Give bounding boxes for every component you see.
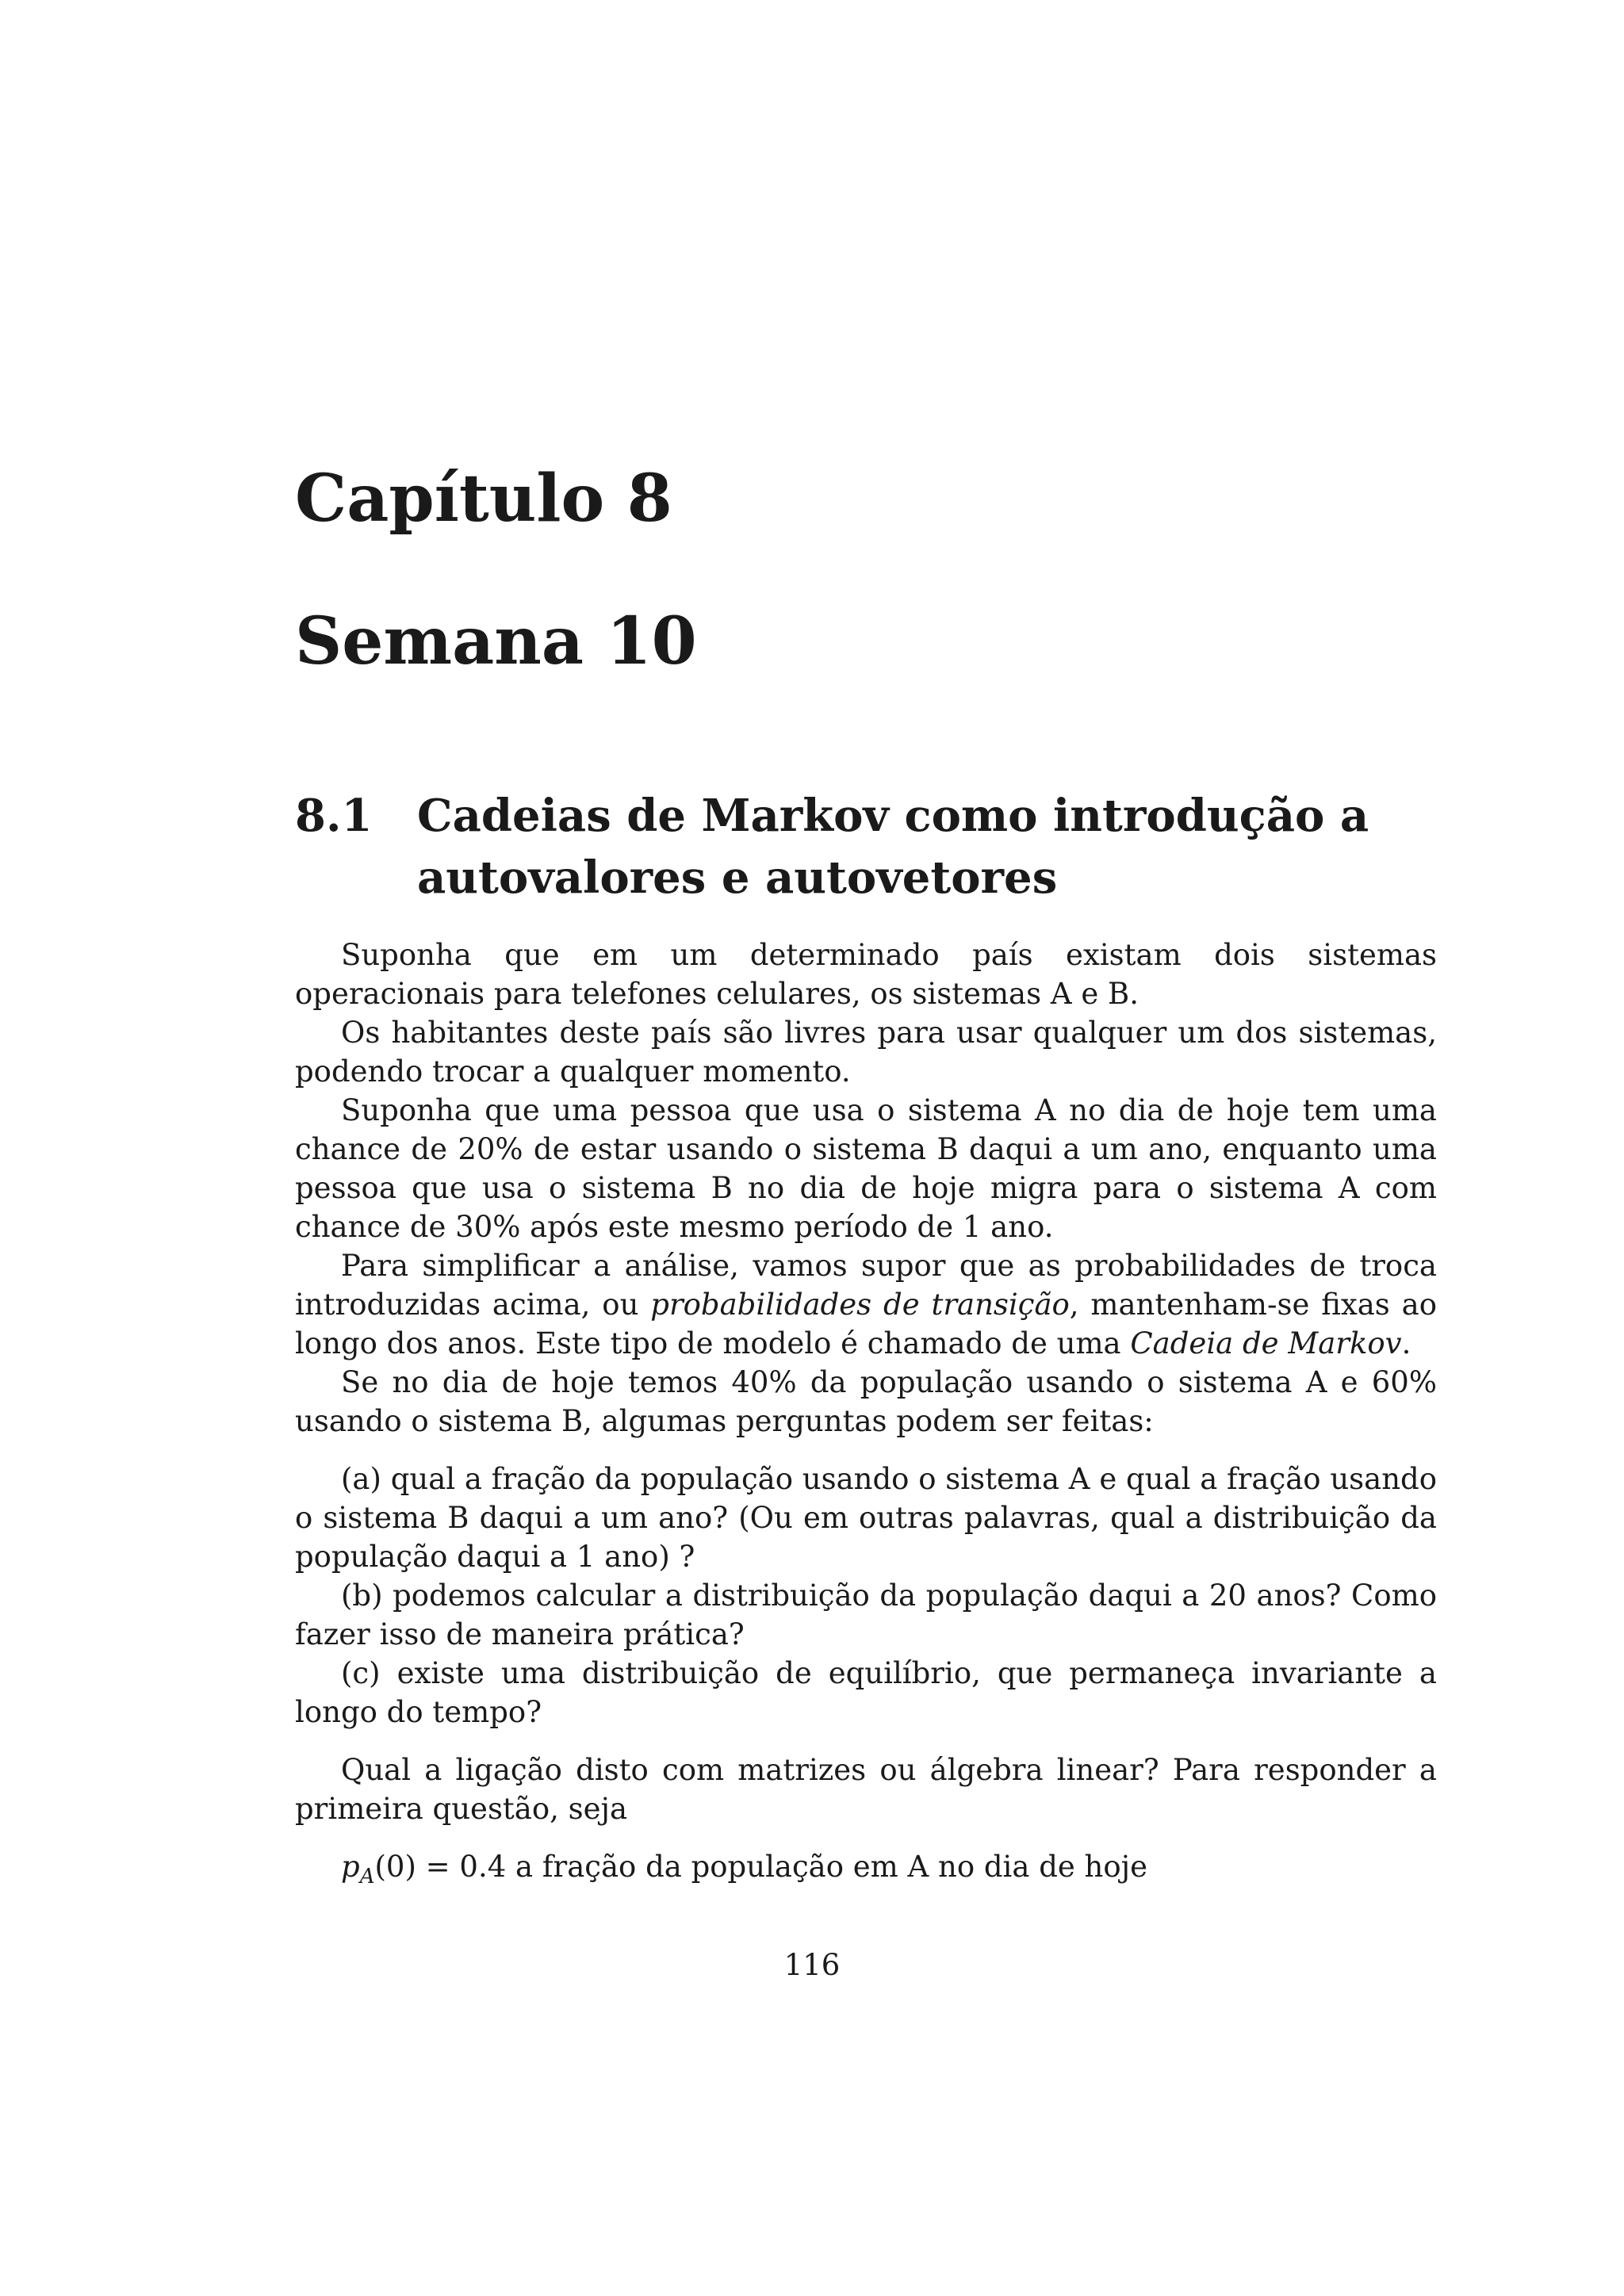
paragraph-text: Para simplificar a análise, vamos supor que as probabilidades de troca introduzidas acima, ou	[295, 1249, 1437, 1322]
emphasis-term: probabilidades de transição	[650, 1288, 1070, 1322]
chapter-title: Semana 10	[295, 603, 697, 679]
emphasis-term: Cadeia de Markov	[1130, 1326, 1402, 1360]
question-b: (b) podemos calcular a distribuição da população daqui a 20 anos? Como fazer isso de maneira prática?	[295, 1578, 1437, 1651]
section-number: 8.1	[295, 790, 373, 842]
paragraph: Os habitantes deste país são livres para usar qualquer um dos sistemas, podendo trocar a qualquer momento.	[295, 1016, 1437, 1089]
chapter-label: Capítulo 8	[295, 461, 672, 537]
paragraph: Suponha que uma pessoa que usa o sistema A no dia de hoje tem uma chance de 20% de estar usando o sistema B daqui a um ano, enquanto uma pessoa que usa o sistema B no dia de hoje migra para o sistema A com chance de 30% após este mesmo período de 1 ano.	[295, 1093, 1437, 1244]
paragraph-text: .	[1401, 1326, 1411, 1360]
paragraph-text: , mantenham-se fixas ao longo dos anos. Este tipo de modelo é chamado de uma	[295, 1288, 1437, 1360]
body-text	[295, 936, 1437, 1886]
question-a: (a) qual a fração da população usando o sistema A e qual a fração usando o sistema B daqui a um ano? (Ou em outras palavras, qual a distribuição da população daqui a 1 ano) ?	[295, 1462, 1437, 1574]
paragraph: Suponha que em um determinado país existam dois sistemas operacionais para telefones celulares, os sistemas A e B.	[295, 938, 1437, 1011]
paragraph: Qual a ligação disto com matrizes ou álgebra linear? Para responder a primeira questão, seja	[295, 1753, 1437, 1826]
paragraph: Se no dia de hoje temos 40% da população usando o sistema A e 60% usando o sistema B, algumas perguntas podem ser feitas:	[295, 1365, 1437, 1438]
section-heading	[295, 785, 1437, 909]
math-variable: p	[341, 1850, 360, 1884]
paragraph	[295, 1246, 1437, 1363]
formula-line	[295, 1847, 1437, 1886]
page-number: 116	[783, 1948, 841, 1982]
math-subscript: A	[359, 1865, 375, 1888]
section-title: Cadeias de Markov como introdução a autovalores e autovetores	[417, 790, 1369, 904]
question-c: (c) existe uma distribuição de equilíbrio, que permaneça invariante a longo do tempo?	[295, 1656, 1437, 1729]
formula-text: (0) = 0.4 a fração da população em A no dia de hoje	[374, 1850, 1148, 1884]
